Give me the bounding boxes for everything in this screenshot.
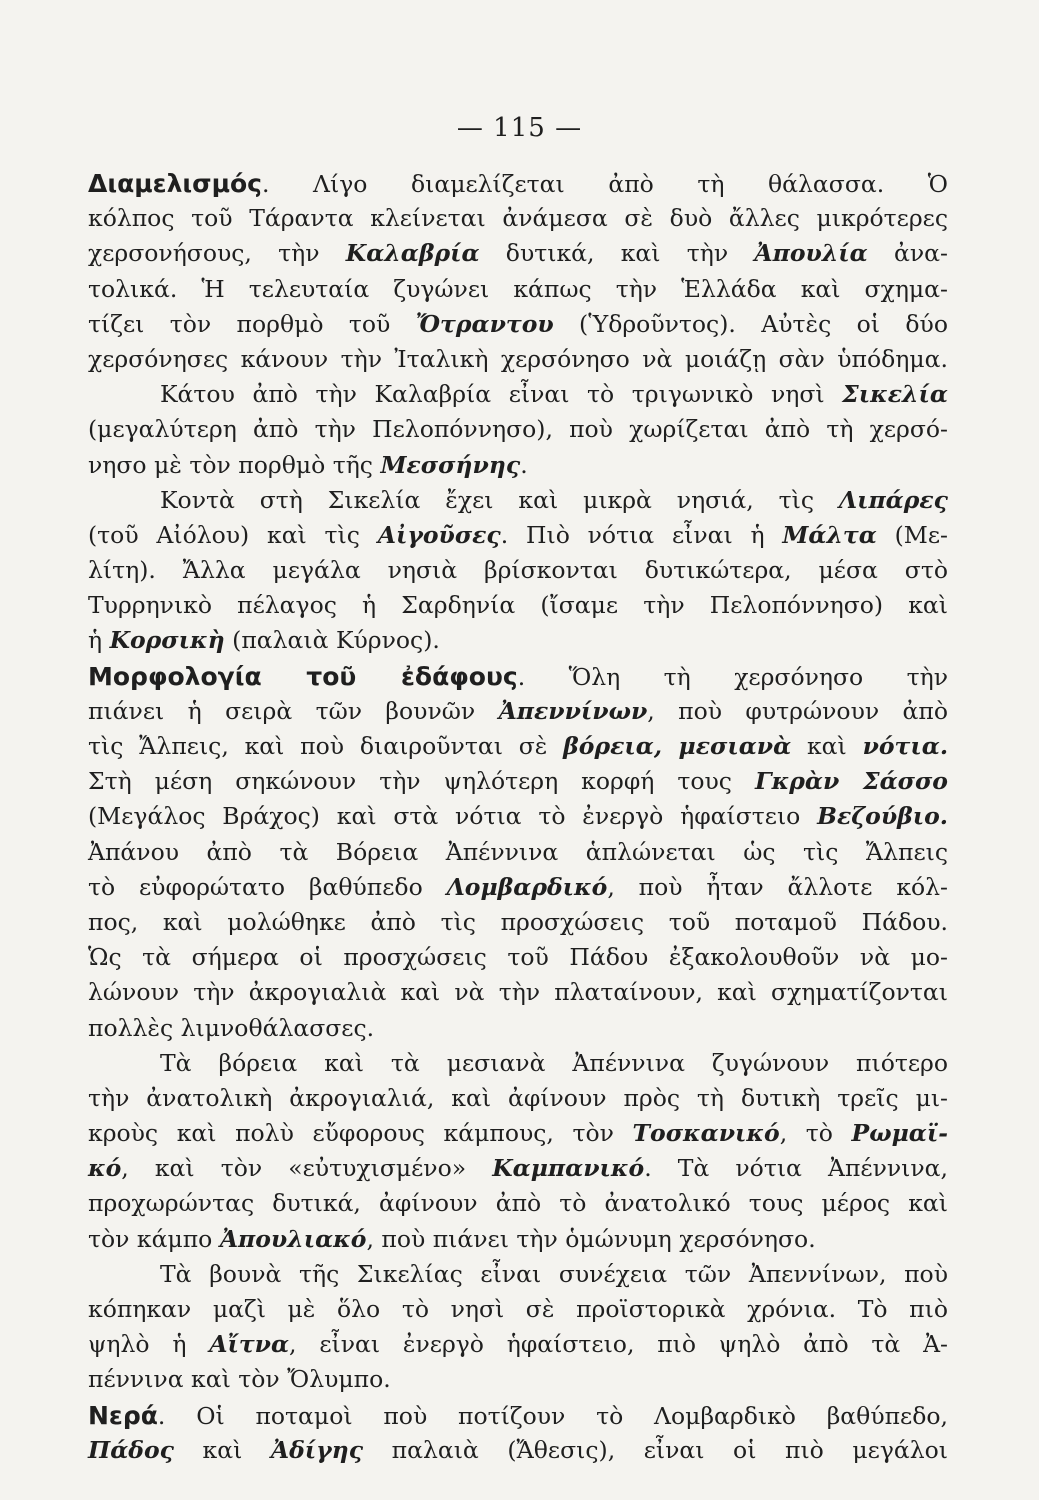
text-segment: πος, καὶ μολώθηκε ἀπὸ τὶς προσχώσεις τοῦ ποταμοῦ Πάδου. — [88, 907, 948, 936]
text-segment: παλαιὰ (Ἄθεσις), εἶναι οἱ πιὸ μεγάλοι — [363, 1435, 948, 1464]
text-segment: τὸν κάμπο — [88, 1224, 220, 1253]
text-line — [88, 659, 948, 694]
text-segment: πολλὲς λιμνοθάλασσες. — [88, 1013, 375, 1042]
text-segment: , τὸ — [779, 1119, 852, 1148]
text-segment: κροὺς καὶ πολὺ εὔφορους κάμπους, τὸν — [88, 1119, 633, 1148]
text-segment: δυτικά, καὶ τὴν — [479, 239, 755, 268]
place-name: Ρωμαϊ- — [851, 1119, 948, 1148]
text-segment: Ὡς τὰ σήμερα οἱ προσχώσεις τοῦ Πάδου ἐξακολουθοῦν νὰ μο- — [88, 943, 948, 972]
text-segment: λίτη). Ἄλλα μεγάλα νησιὰ βρίσκονται δυτικώτερα, μέσα στὸ — [88, 556, 948, 585]
text-segment: Τὰ βουνὰ τῆς Σικελίας εἶναι συνέχεια τῶν Ἀπεννίνων, ποὺ — [160, 1259, 948, 1288]
text-segment: Τυρρηνικὸ πέλαγος ἡ Σαρδηνία (ἴσαμε τὴν Πελοπόννησο) καὶ — [88, 591, 948, 620]
section-heading: Διαμελισμός — [88, 169, 262, 198]
text-line — [88, 588, 948, 623]
place-name: Λομβαρδικό — [446, 872, 608, 901]
text-segment: πέννινα καὶ τὸν Ὄλυμπο. — [88, 1365, 391, 1394]
text-line — [88, 236, 948, 271]
text-line — [88, 905, 948, 940]
place-name: Μεσσήνης — [380, 450, 521, 479]
text-line — [88, 870, 948, 905]
place-name: Ἀπουλιακό — [219, 1224, 367, 1253]
text-segment: καὶ — [173, 1435, 271, 1464]
text-line — [88, 1116, 948, 1151]
text-segment: νησο μὲ τὸν πορθμὸ τῆς — [88, 450, 381, 479]
body-text — [88, 166, 948, 1468]
text-line — [88, 729, 948, 764]
text-segment: , ποὺ πιάνει τὴν ὁμώνυμη χερσόνησο. — [366, 1224, 816, 1253]
text-segment: τὸ εὐφορώτατο βαθύπεδο — [88, 872, 447, 901]
place-name: Κορσικὴ — [109, 626, 225, 655]
place-name: βόρεια, μεσιανὰ — [563, 732, 792, 760]
text-segment: . Τὰ νότια Ἀπέννινα, — [644, 1154, 948, 1183]
text-segment: . Πιὸ νότια εἶναι ἡ — [500, 520, 783, 549]
text-segment: τὴν ἀνατολικὴ ἀκρογιαλιά, καὶ ἀφίνουν πρὸς τὴ δυτικὴ τρεῖς μι- — [88, 1083, 948, 1112]
text-segment: . Λίγο διαμελίζεται ἀπὸ τὴ θάλασσα. Ὁ — [262, 170, 948, 198]
text-segment: Κοντὰ στὴ Σικελία ἔχει καὶ μικρὰ νησιά, τὶς — [160, 485, 839, 514]
text-segment: ἡ — [88, 626, 110, 655]
place-name: Ἀδίγης — [270, 1435, 364, 1464]
text-segment: . Οἱ ποταμοὶ ποὺ ποτίζουν τὸ Λομβαρδικὸ βαθύπεδο, — [157, 1401, 948, 1430]
text-segment: Κάτου ἀπὸ τὴν Καλαβρία εἶναι τὸ τριγωνικὸ νησὶ — [160, 380, 843, 409]
place-name: Ὄτραντου — [415, 309, 554, 338]
place-name: Τοσκανικό — [632, 1119, 780, 1148]
text-segment: (παλαιὰ Κύρνος). — [224, 626, 440, 655]
text-segment: , ποὺ ἦταν ἄλλοτε κόλ- — [607, 872, 948, 901]
place-name: Αἴτνα — [209, 1330, 290, 1359]
text-line — [88, 835, 948, 870]
place-name: Ἀπουλία — [754, 239, 868, 268]
text-line — [88, 483, 948, 518]
text-line — [88, 1081, 948, 1116]
text-line — [88, 518, 948, 553]
text-line — [88, 1433, 948, 1468]
text-line — [88, 1222, 948, 1257]
place-name: κό — [88, 1154, 122, 1183]
place-name: Πάδος — [88, 1435, 174, 1464]
text-segment: , καὶ τὸν «εὐτυχισμένο» — [121, 1154, 493, 1183]
text-segment: ψηλὸ ἡ — [88, 1330, 210, 1359]
text-line — [88, 412, 948, 447]
section-heading: Μορφολογία τοῦ ἐδάφους — [88, 661, 518, 691]
place-name: Καμπανικό — [492, 1154, 645, 1183]
text-line — [88, 166, 948, 201]
text-segment: , εἶναι ἐνεργὸ ἡφαίστειο, πιὸ ψηλὸ ἀπὸ τὰ Ἀ- — [289, 1330, 948, 1359]
text-segment: καὶ — [791, 732, 863, 760]
text-segment: πιάνει ἡ σειρὰ τῶν βουνῶν — [88, 696, 499, 725]
text-line — [88, 1186, 948, 1221]
text-line — [88, 1046, 948, 1081]
text-line — [88, 272, 948, 307]
text-segment: (Με- — [876, 520, 948, 549]
place-name: Γκρὰν Σάσσο — [754, 767, 948, 796]
text-line — [88, 623, 948, 658]
text-segment: (Ὑδροῦντος). Αὐτὲς οἱ δύο — [553, 309, 948, 338]
place-name: Βεζούβιο. — [817, 802, 948, 831]
text-segment: . Ὅλη τὴ χερσόνησο τὴν — [517, 662, 948, 691]
text-line — [88, 1151, 948, 1186]
place-name: Αἰγοῦσες — [377, 520, 501, 549]
text-segment: τολικά. Ἡ τελευταία ζυγώνει κάπως τὴν Ἑλλάδα καὶ σχημα- — [88, 274, 948, 303]
text-segment: (τοῦ Αἰόλου) καὶ τὶς — [88, 520, 378, 549]
text-segment: . — [520, 450, 528, 479]
text-line — [88, 975, 948, 1010]
text-segment: τὶς Ἄλπεις, καὶ ποὺ διαιροῦνται σὲ — [88, 732, 564, 760]
text-line — [88, 448, 948, 483]
section-heading: Νερά — [88, 1400, 158, 1430]
text-segment: λώνουν τὴν ἀκρογιαλιὰ καὶ νὰ τὴν πλαταίνουν, καὶ σχηματίζονται — [88, 978, 948, 1007]
place-name: Ἀπεννίνων — [498, 696, 648, 725]
place-name: Σικελία — [842, 380, 948, 409]
text-line — [88, 1362, 948, 1397]
text-line — [88, 694, 948, 729]
text-line — [88, 1011, 948, 1046]
place-name: Λιπάρες — [838, 485, 948, 514]
text-segment: ἀνα- — [867, 239, 948, 268]
text-segment: Ἀπάνου ἀπὸ τὰ Βόρεια Ἀπέννινα ἁπλώνεται ὡς τὶς Ἄλπεις — [88, 837, 948, 866]
text-segment: Τὰ βόρεια καὶ τὰ μεσιανὰ Ἀπέννινα ζυγώνουν πιότερο — [160, 1048, 948, 1077]
place-name: Μάλτα — [782, 520, 877, 549]
text-line — [88, 764, 948, 799]
text-segment: , ποὺ φυτρώνουν ἀπὸ — [647, 696, 948, 725]
text-line — [88, 553, 948, 588]
text-line — [88, 377, 948, 412]
text-segment: Στὴ μέση σηκώνουν τὴν ψηλότερη κορφή τους — [88, 767, 755, 796]
text-line — [88, 342, 948, 377]
place-name: νότια. — [862, 732, 949, 760]
text-segment: χερσονήσους, τὴν — [88, 239, 346, 268]
text-line — [88, 1257, 948, 1292]
text-line — [88, 1292, 948, 1327]
text-line — [88, 799, 948, 834]
text-line — [88, 201, 948, 236]
place-name: Καλαβρία — [345, 239, 480, 268]
text-segment: προχωρώντας δυτικά, ἀφίνουν ἀπὸ τὸ ἀνατολικό τους μέρος καὶ — [88, 1189, 948, 1218]
text-segment: κόπηκαν μαζὶ μὲ ὅλο τὸ νησὶ σὲ προϊστορικὰ χρόνια. Τὸ πιὸ — [88, 1295, 948, 1323]
text-segment: (Μεγάλος Βράχος) καὶ στὰ νότια τὸ ἐνεργὸ ἡφαίστειο — [88, 802, 818, 831]
page-number: — 115 — — [456, 113, 583, 143]
text-segment: τίζει τὸν πορθμὸ τοῦ — [88, 309, 416, 338]
text-segment: κόλπος τοῦ Τάραντα κλείνεται ἀνάμεσα σὲ δυὸ ἄλλες μικρότερες — [88, 204, 948, 233]
text-line — [88, 1398, 948, 1433]
text-segment: χερσόνησες κάνουν τὴν Ἰταλικὴ χερσόνησο νὰ μοιάζῃ σὰν ὑπόδημα. — [88, 344, 948, 373]
text-line — [88, 307, 948, 342]
text-line — [88, 1327, 948, 1362]
text-line — [88, 940, 948, 975]
text-segment: (μεγαλύτερη ἀπὸ τὴν Πελοπόννησο), ποὺ χωρίζεται ἀπὸ τὴ χερσό- — [88, 415, 948, 444]
